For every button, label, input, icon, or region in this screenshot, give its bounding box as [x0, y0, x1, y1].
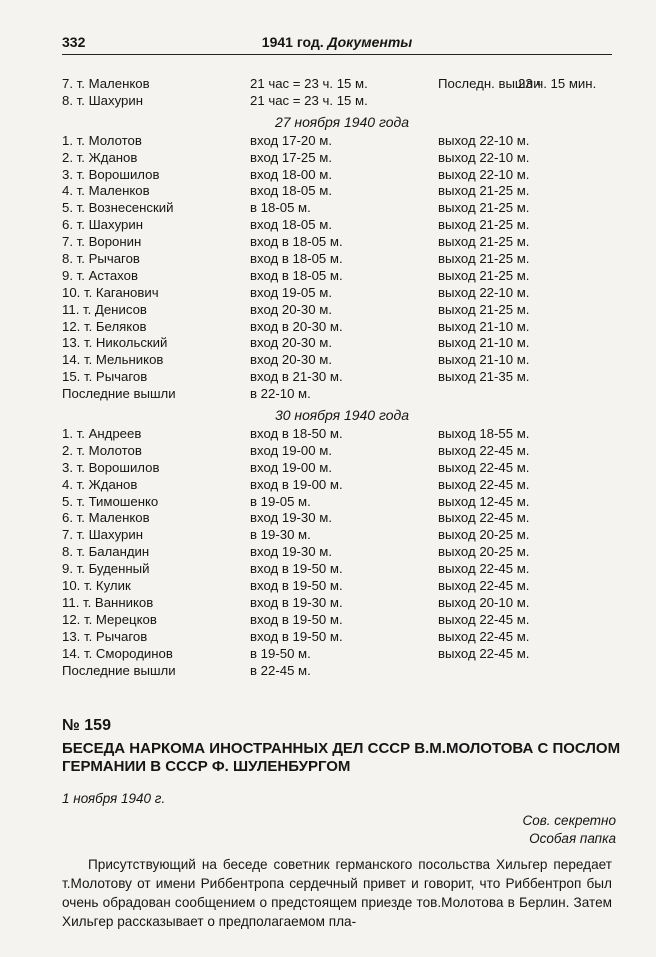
log-row — [62, 352, 622, 369]
name-cell: 9. т. Астахов — [62, 267, 138, 283]
exit-cell: выход 21-25 м. — [438, 217, 530, 233]
exit-cell: выход 21-35 м. — [438, 369, 530, 385]
entry-cell: вход в 18-50 м. — [250, 426, 343, 442]
name-cell: 4. т. Маленков — [62, 183, 150, 199]
log-row — [62, 369, 622, 386]
exit-cell: выход 21-25 м. — [438, 301, 530, 317]
entry-cell: вход 19-30 м. — [250, 544, 332, 560]
entry-cell: вход 19-30 м. — [250, 510, 332, 526]
entry-cell: 21 час = 23 ч. 15 м. — [250, 92, 368, 108]
name-cell: 7. т. Шахурин — [62, 527, 144, 543]
log-row — [62, 251, 622, 268]
entry-cell: вход 18-05 м. — [250, 217, 332, 233]
log-row — [62, 335, 622, 352]
exit-cell: выход 21-25 м. — [438, 183, 530, 199]
log-row — [62, 612, 622, 629]
folder-stamp: Особая папка — [529, 831, 616, 846]
exit-cell: выход 22-45 м. — [438, 645, 530, 661]
name-cell: Последние вышли — [62, 386, 176, 402]
log-row — [62, 302, 622, 319]
exit-cell: выход 18-55 м. — [438, 426, 530, 442]
rows-nov30 — [62, 426, 622, 679]
exit-cell: выход 12-45 м. — [438, 493, 530, 509]
header-title-rest: Документы — [327, 34, 413, 50]
secrecy-stamp: Сов. секретно — [522, 813, 616, 828]
name-cell: 10. т. Кулик — [62, 578, 131, 594]
exit-cell: выход 22-10 м. — [438, 166, 530, 182]
entry-cell: вход в 19-50 м. — [250, 578, 343, 594]
exit-cell: выход 22-45 м. — [438, 628, 530, 644]
name-cell: Последние вышли — [62, 662, 176, 678]
log-row — [62, 386, 622, 403]
exit-cell: выход 22-45 м. — [438, 476, 530, 492]
entry-cell: вход в 19-50 м. — [250, 611, 343, 627]
name-cell: 10. т. Каганович — [62, 284, 159, 300]
entry-cell: вход в 19-30 м. — [250, 594, 343, 610]
header-title — [62, 34, 612, 50]
log-row — [62, 183, 622, 200]
exit-cell: выход 22-45 м. — [438, 611, 530, 627]
document-date: 1 ноября 1940 г. — [62, 791, 166, 806]
extra-cell: 23 ч. 15 мин. — [518, 76, 597, 91]
entry-cell: 21 час = 23 ч. 15 м. — [250, 76, 368, 91]
exit-cell: выход 21-25 м. — [438, 251, 530, 267]
log-row — [62, 76, 622, 93]
log-row — [62, 595, 622, 612]
name-cell: 6. т. Маленков — [62, 510, 150, 526]
name-cell: 11. т. Денисов — [62, 301, 147, 317]
exit-cell: выход 22-45 м. — [438, 442, 530, 458]
exit-cell: выход 20-25 м. — [438, 527, 530, 543]
exit-cell: выход 21-10 м. — [438, 335, 530, 351]
name-cell: 2. т. Жданов — [62, 149, 138, 165]
section-title-nov30: 30 ноября 1940 года — [274, 407, 410, 424]
exit-cell: выход 21-10 м. — [438, 352, 530, 368]
name-cell: 3. т. Ворошилов — [62, 166, 160, 182]
name-cell: 6. т. Шахурин — [62, 217, 144, 233]
exit-cell: выход 22-10 м. — [438, 284, 530, 300]
document-number: № 159 — [62, 717, 111, 734]
log-row — [62, 663, 622, 680]
log-row — [62, 167, 622, 184]
attendance-log — [62, 76, 622, 679]
log-row — [62, 527, 622, 544]
name-cell: 13. т. Рычагов — [62, 628, 148, 644]
name-cell: 4. т. Жданов — [62, 476, 138, 492]
top-rows — [62, 76, 622, 110]
entry-cell: в 19-05 м. — [250, 493, 311, 509]
entry-cell: вход 18-05 м. — [250, 183, 332, 199]
name-cell: 8. т. Рычагов — [62, 251, 140, 267]
entry-cell: вход 19-00 м. — [250, 459, 332, 475]
log-row — [62, 443, 622, 460]
log-row — [62, 150, 622, 167]
exit-cell: выход 21-25 м. — [438, 267, 530, 283]
log-row — [62, 426, 622, 443]
log-row — [62, 561, 622, 578]
exit-cell: выход 22-45 м. — [438, 459, 530, 475]
name-cell: 2. т. Молотов — [62, 442, 142, 458]
exit-cell: выход 22-10 м. — [438, 149, 530, 165]
name-cell: 15. т. Рычагов — [62, 369, 148, 385]
rows-nov27 — [62, 133, 622, 403]
log-row — [62, 285, 622, 302]
name-cell: 7. т. Маленков — [62, 76, 150, 91]
log-row — [62, 629, 622, 646]
entry-cell: вход в 19-00 м. — [250, 476, 343, 492]
exit-cell: Последн. вышли — [438, 76, 541, 91]
name-cell: 14. т. Мельников — [62, 352, 164, 368]
log-row — [62, 510, 622, 527]
exit-cell: выход 21-25 м. — [438, 200, 530, 216]
name-cell: 5. т. Вознесенский — [62, 200, 174, 216]
exit-cell: выход 22-45 м. — [438, 561, 530, 577]
name-cell: 7. т. Воронин — [62, 234, 142, 250]
name-cell: 5. т. Тимошенко — [62, 493, 159, 509]
document-title: БЕСЕДА НАРКОМА ИНОСТРАННЫХ ДЕЛ СССР В.М.МОЛОТОВА С ПОСЛОМ ГЕРМАНИИ В СССР Ф. ШУЛЕНБУРГОМ — [62, 740, 621, 775]
entry-cell: вход 19-05 м. — [250, 284, 332, 300]
log-row — [62, 268, 622, 285]
exit-cell: выход 20-25 м. — [438, 544, 530, 560]
entry-cell: вход 18-00 м. — [250, 166, 332, 182]
name-cell: 1. т. Молотов — [62, 132, 142, 148]
log-row — [62, 133, 622, 150]
entry-cell: вход в 18-05 м. — [250, 251, 343, 267]
name-cell: 11. т. Ванников — [62, 594, 154, 610]
entry-cell: в 18-05 м. — [250, 200, 311, 216]
log-row — [62, 578, 622, 595]
page-number: 332 — [62, 34, 86, 50]
exit-cell: выход 22-10 м. — [438, 132, 530, 148]
entry-cell: в 22-10 м. — [250, 386, 311, 402]
exit-cell: выход 22-45 м. — [438, 578, 530, 594]
entry-cell: вход в 18-05 м. — [250, 267, 343, 283]
entry-cell: вход в 19-50 м. — [250, 628, 343, 644]
header-title-year: 1941 год. — [261, 34, 324, 50]
name-cell: 1. т. Андреев — [62, 426, 142, 442]
name-cell: 3. т. Ворошилов — [62, 459, 160, 475]
log-row — [62, 544, 622, 561]
entry-cell: в 19-30 м. — [250, 527, 311, 543]
log-row — [62, 93, 622, 110]
exit-cell: выход 22-45 м. — [438, 510, 530, 526]
exit-cell: выход 21-10 м. — [438, 318, 530, 334]
log-row — [62, 646, 622, 663]
section-title-nov27: 27 ноября 1940 года — [274, 113, 410, 130]
entry-cell: вход в 21-30 м. — [250, 369, 343, 385]
log-row — [62, 477, 622, 494]
entry-cell: вход в 20-30 м. — [250, 318, 343, 334]
log-row — [62, 319, 622, 336]
body-paragraph: Присутствующий на беседе советник германского посольства Хильгер передает т.Молотову от имени Риббентропа сердечный привет и говорит, что Риббентроп был очень обрадован сообщением о предстоящем приезде тов.Молотова в Берлин. Затем Хильгер рассказывает о предполагаемом пла- — [62, 857, 612, 929]
entry-cell: вход в 19-50 м. — [250, 561, 343, 577]
entry-cell: вход 19-00 м. — [250, 442, 332, 458]
name-cell: 8. т. Баландин — [62, 544, 150, 560]
name-cell: 9. т. Буденный — [62, 561, 150, 577]
entry-cell: вход в 18-05 м. — [250, 234, 343, 250]
log-row — [62, 200, 622, 217]
name-cell: 8. т. Шахурин — [62, 92, 144, 108]
entry-cell: в 19-50 м. — [250, 645, 311, 661]
log-row — [62, 234, 622, 251]
name-cell: 12. т. Беляков — [62, 318, 147, 334]
entry-cell: вход 20-30 м. — [250, 301, 332, 317]
exit-cell: выход 21-25 м. — [438, 234, 530, 250]
entry-cell: вход 17-25 м. — [250, 149, 332, 165]
exit-cell: выход 20-10 м. — [438, 594, 530, 610]
log-row — [62, 217, 622, 234]
log-row — [62, 460, 622, 477]
log-row — [62, 494, 622, 511]
entry-cell: вход 20-30 м. — [250, 352, 332, 368]
name-cell: 12. т. Мерецков — [62, 611, 157, 627]
entry-cell: вход 17-20 м. — [250, 132, 332, 148]
entry-cell: вход 20-30 м. — [250, 335, 332, 351]
name-cell: 14. т. Смородинов — [62, 645, 173, 661]
name-cell: 13. т. Никольский — [62, 335, 168, 351]
header-rule — [62, 54, 612, 55]
entry-cell: в 22-45 м. — [250, 662, 311, 678]
